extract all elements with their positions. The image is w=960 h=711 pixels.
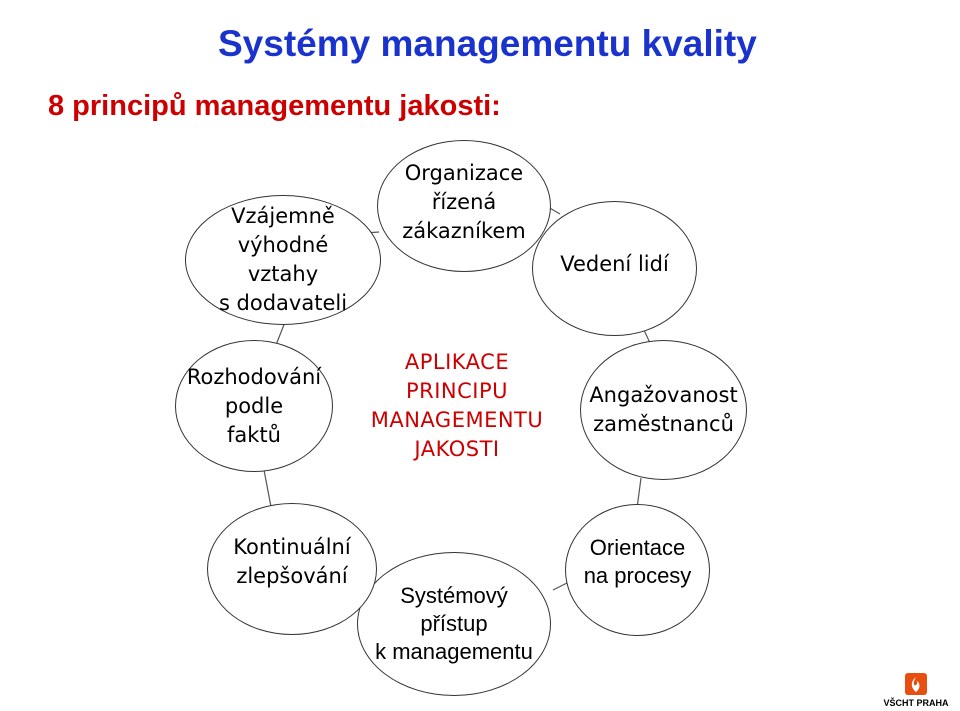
node-label: Kontinuální zlepšování xyxy=(233,535,351,588)
node-fact-based-decisions xyxy=(175,340,333,472)
node-supplier-relations xyxy=(185,195,381,325)
page-title: Systémy managementu kvality xyxy=(218,23,757,64)
node-label: Rozhodování podle faktů xyxy=(186,364,322,447)
connector-line xyxy=(553,583,567,590)
page-subtitle: 8 principů managementu jakosti: xyxy=(48,90,501,122)
node-label: Orientace na procesy xyxy=(583,535,692,588)
node-label: Vedení lidí xyxy=(560,252,669,276)
node-involvement xyxy=(580,340,747,480)
diagram-center-text: APLIKACE PRINCIPU MANAGEMENTU JAKOSTI xyxy=(370,350,544,461)
node-label: Organizace řízená zákazníkem xyxy=(402,160,526,243)
node-label: Systémový přístup k managementu xyxy=(375,583,533,664)
node-customer-focus xyxy=(377,140,551,272)
node-continual-improvement xyxy=(207,503,377,635)
vscht-flame-icon xyxy=(880,672,952,698)
node-label: Vzájemně výhodné vztahy s dodavateli xyxy=(218,204,348,315)
node-process-approach xyxy=(565,504,710,636)
vscht-logo xyxy=(880,672,952,708)
node-system-approach xyxy=(357,552,551,696)
connector-line xyxy=(276,322,285,345)
node-label: Angažovanost zaměstnanců xyxy=(589,383,738,436)
node-leadership xyxy=(532,201,697,336)
logo-text: VŠCHT PRAHA xyxy=(883,698,949,708)
